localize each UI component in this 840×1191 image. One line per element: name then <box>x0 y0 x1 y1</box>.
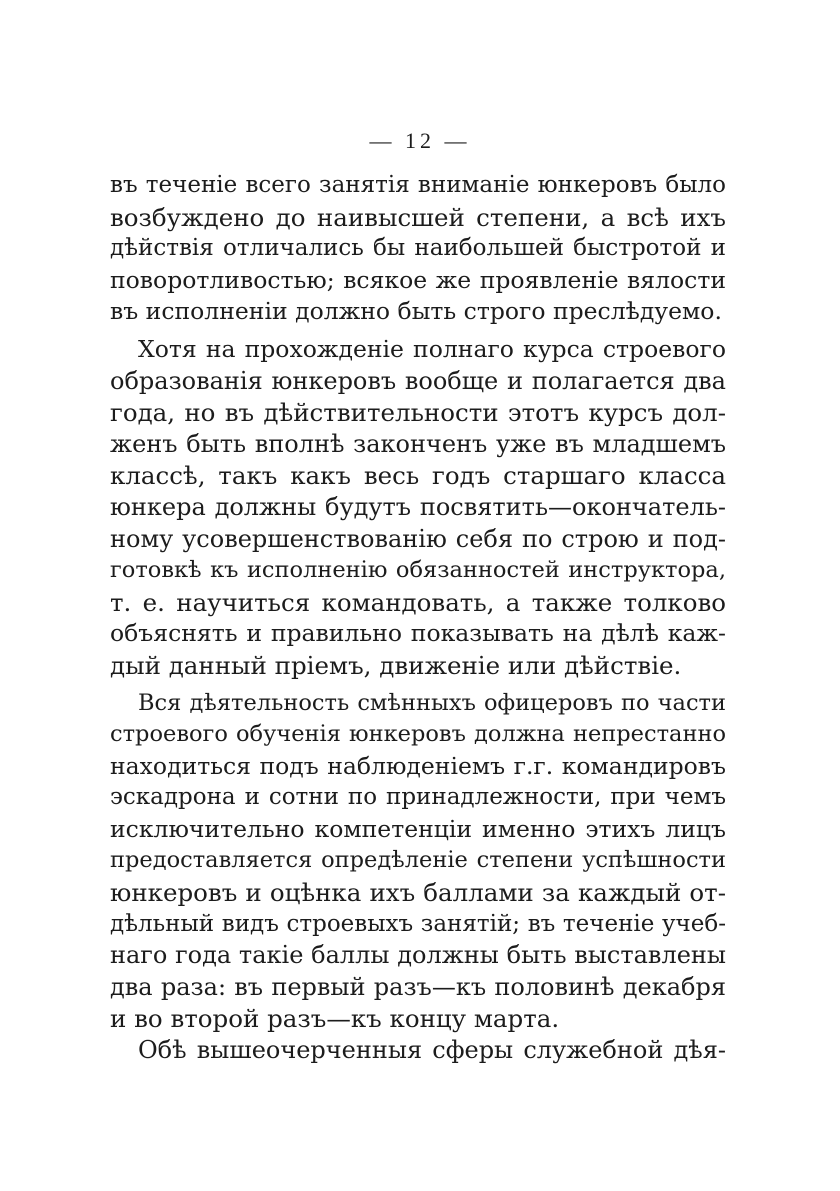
page-number: — 12 — <box>369 128 471 153</box>
text-line: находиться подъ наблюденіемъ г.г. командировъ <box>110 751 726 780</box>
paragraph <box>110 170 726 328</box>
text-line: наго года такіе баллы должны быть выставлены <box>110 941 726 970</box>
paragraph <box>110 334 726 682</box>
text-line: готовкѣ къ исполненію обязанностей инструктора, <box>110 557 726 584</box>
paragraph <box>110 1035 726 1067</box>
text-line: и во второй разъ—къ концу марта. <box>110 1004 560 1034</box>
text-line: въ исполненіи должно быть строго преслѣдуемо. <box>110 297 722 326</box>
body-text <box>110 170 726 1067</box>
text-line: дый данный пріемъ, движеніе или дѣйствіе. <box>110 650 682 680</box>
text-line: поворотливостью; всякое же проявленіе вялости <box>110 265 726 294</box>
text-line: дѣльный видъ строевыхъ занятій; въ теченіе учеб- <box>110 910 726 937</box>
text-line: ному усовершенствованію себя по строю и под- <box>110 524 726 553</box>
paragraph <box>110 688 726 1036</box>
text-line: два раза: въ первый разъ—къ половинѣ декабря <box>110 972 726 1001</box>
text-line: предоставляется опредѣленіе степени успѣшности <box>110 847 726 874</box>
text-line: возбуждено до наивысшей степени, а всѣ ихъ <box>110 202 726 232</box>
text-line: юнкеровъ и оцѣнка ихъ баллами за каждый от- <box>110 878 726 908</box>
text-line: объяснять и правильно показывать на дѣлѣ каж- <box>110 619 726 648</box>
text-line: строевого обученія юнкеровъ должна непрестанно <box>110 721 726 748</box>
text-line: дѣйствія отличались бы наибольшей быстротой и <box>110 235 726 262</box>
text-line: женъ быть вполнѣ законченъ уже въ младшемъ <box>110 429 726 458</box>
text-line: т. е. научиться командовать, а также толково <box>110 587 726 617</box>
text-line: классѣ, такъ какъ весь годъ старшаго класса <box>110 461 726 491</box>
text-line: года, но въ дѣйствительности этотъ курсъ дол- <box>110 398 726 428</box>
text-line: исключительно компетенціи именно этихъ лицъ <box>110 814 726 843</box>
text-line: эскадрона и сотни по принадлежности, при чемъ <box>110 784 726 811</box>
text-line: въ теченіе всего занятія вниманіе юнкеровъ было <box>110 172 726 198</box>
text-line: юнкера должны будутъ посвятить—окончатель- <box>110 492 726 521</box>
text-line: Хотя на прохожденіе полнаго курса строевого <box>138 334 726 363</box>
text-line: Обѣ вышеочерченныя сферы служебной дѣя- <box>138 1036 726 1065</box>
text-line: Вся дѣятельность смѣнныхъ офицеровъ по части <box>138 689 726 716</box>
text-line: образованія юнкеровъ вообще и полагается два <box>110 366 726 395</box>
